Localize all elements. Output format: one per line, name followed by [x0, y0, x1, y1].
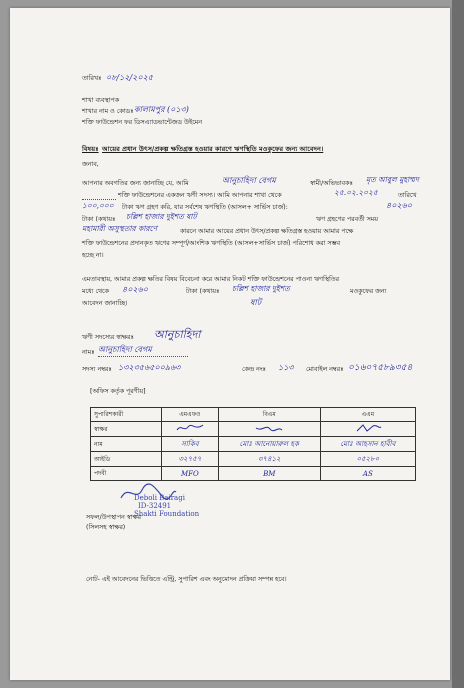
member-name-dots	[98, 356, 188, 357]
guardian-name: মৃত আবুল মুহাম্মদ	[366, 175, 419, 184]
member-id-label: সদস্য নম্বরঃ	[82, 366, 112, 373]
member-name-inline: আনুচাহিদা বেগম	[222, 176, 276, 185]
id-am: ০৫২৮০	[320, 452, 415, 467]
body-p9-c: মওকুফের জন্য	[350, 288, 387, 295]
signature-mfo	[162, 422, 219, 437]
col-mfo: এমএফও	[162, 408, 219, 422]
official-stamp	[112, 488, 222, 528]
waiver-words-2: ষাট	[250, 298, 262, 307]
balance-amount: ৪০২৬০	[386, 201, 412, 210]
body-p9-a: মধ্যে থেকে	[82, 288, 109, 295]
body-p7: হচ্ছে না।	[82, 252, 104, 259]
branch-label: শাখার নাম ও কোডঃ	[82, 108, 134, 115]
subject-text: আয়ের প্রধান উৎস/প্রকল্প ক্ষতিগ্রস্ত হওয়ার কারণে ঋণস্থিতি মওকুফের জন্য আবেদন।	[102, 145, 324, 153]
witness-line2: (সিলসহ স্বাক্ষর)	[86, 524, 126, 531]
body-p2-a: শক্তি ফাউন্ডেশনের একজন ঋণী সদস্য। আমি আপনার শাখা থেকে	[118, 192, 282, 199]
name-mfo: সাকিব	[162, 437, 219, 452]
salutation: জনাব,	[82, 161, 99, 168]
member-name-label: নামঃ	[82, 349, 95, 356]
table-row	[91, 422, 416, 437]
scan-edge	[452, 0, 464, 688]
member-name-value: আনুচাহিদা বেগম	[98, 345, 152, 354]
stamp-line3: Shakti Foundation	[134, 510, 200, 518]
balance-words: চল্লিশ হাজার দুইশত ষাট	[126, 212, 197, 221]
id-mfo: ৩২৭৫৭	[162, 452, 219, 467]
recipient-line3: শক্তি ফাউন্ডেশন ফর ডিসএ্যাডভান্টেজড উইমেন	[82, 119, 203, 126]
table-row	[91, 452, 416, 467]
center-value: ১১৩	[278, 363, 294, 372]
recipient-line1: শাখা ব্যবস্থাপক	[82, 97, 120, 104]
id-bm: ৩৭৪১২	[218, 452, 320, 467]
table-row	[91, 467, 416, 481]
designation-mfo: MFO	[162, 467, 219, 481]
office-table	[90, 407, 416, 481]
row-label-name: নাম	[91, 437, 162, 452]
office-heading: [অফিস কর্তৃক পূরণীয়]	[90, 388, 146, 395]
body-p10: আবেদন জানাচ্ছি।	[82, 300, 128, 307]
signature-am	[320, 422, 415, 437]
body-p6: শক্তি ফাউন্ডেশনের প্রদানকৃত ঋণের সম্পূর্ণ/আংশিক ঋণস্থিতি (আসল+সার্ভিস চার্জ) পরিশোধ করা সম্ভব	[82, 240, 341, 247]
signature-scrawl-icon	[254, 423, 284, 433]
loan-date: ২৫.০২.২০২৫	[334, 188, 378, 197]
signature-scrawl-icon	[175, 423, 205, 433]
footer-note: নোট- এই আবেদনের ভিত্তিতে এন্ট্রি, সুপারিশ এবং অনুমোদন প্রক্রিয়া সম্পন্ন হবে।	[86, 576, 287, 583]
name-bm: মোঃ আনোয়ারুল হক	[218, 437, 320, 452]
body-p4-b: ঋণ গ্রহণের পরবর্তী সময়	[316, 216, 378, 223]
stamp-line1: Deboli Bairagi	[134, 494, 185, 502]
mobile-label: মোবাইল নম্বরঃ	[306, 366, 344, 373]
waiver-amount: ৪০২৬০	[122, 285, 148, 294]
office-table-header	[91, 408, 416, 422]
date-label: তারিখঃ	[82, 75, 102, 82]
col-am: এএম	[320, 408, 415, 422]
row-label-signature: স্বাক্ষর	[91, 422, 162, 437]
col-bm: বিএম	[218, 408, 320, 422]
center-label: কেন্দ্র নংঃ	[242, 366, 266, 373]
table-row	[91, 437, 416, 452]
damage-reason: মহামারী অসুস্থতার কারণে	[82, 224, 158, 233]
signature-bm	[218, 422, 320, 437]
body-p2-b: তারিখে	[398, 192, 417, 199]
member-id-value: ১৩২৩৫৬৫০০৯৬৩	[118, 363, 181, 372]
row-label-id: আইডি	[91, 452, 162, 467]
body-p1-b: স্বামী/অভিভাবকঃ	[310, 180, 353, 187]
stamp-line2: ID-32491	[138, 502, 172, 510]
subject-label: বিষয়ঃ	[82, 145, 99, 153]
member-sign-label: ঋণী সদস্যের স্বাক্ষরঃ	[82, 334, 134, 341]
row-label-designation: পদবী	[91, 467, 162, 481]
designation-bm: BM	[218, 467, 320, 481]
witness-line1: সফল/উপস্থাপন স্বাক্ষর	[86, 514, 142, 521]
waiver-words: চল্লিশ হাজার দুইশত	[232, 284, 290, 293]
loan-amount: ১০০,০০০	[82, 201, 114, 210]
name-am: মোঃ আহসান হাবীব	[320, 437, 415, 452]
body-p5-a: কারনে আমার আয়ের প্রধান উৎস/প্রকল্প ক্ষতিগ্রস্ত হওয়ায় আমার পক্ষে	[180, 228, 354, 235]
member-signature: আনুচাহিদা	[154, 328, 201, 341]
designation-am: AS	[320, 467, 415, 481]
mobile-value: ০১৬০৭৫৮৯৩৫৪	[348, 363, 413, 373]
col-recommender: সুপারিশকারী	[91, 408, 162, 422]
branch-value: কালামপুর (০১৩)	[134, 105, 189, 114]
body-p8: এমতাবস্থায়, আমার প্রকল্প ক্ষতির বিষয় বিবেচনা করে আমার নিকট শক্তি ফাউন্ডেশনের পাওনা ঋণস্থিতির	[82, 276, 339, 283]
guardian-dots	[82, 199, 116, 200]
signature-scrawl-icon	[353, 423, 383, 433]
date-value: ০৮/১২/২০২৫	[106, 73, 153, 82]
body-p9-b: টাকা (কথায়ঃ	[186, 288, 220, 295]
body-p1-a: আপনার অবগতির জন্য জানাচ্ছি যে, আমি	[82, 180, 189, 187]
body-p4-a: টাকা (কথায়ঃ	[82, 216, 116, 223]
body-p3-a: টাকা ঋণ গ্রহণ করি, যার সর্বশেষ ঋণস্থিতি (আসল+ সার্ভিস চার্জ):	[122, 204, 288, 211]
